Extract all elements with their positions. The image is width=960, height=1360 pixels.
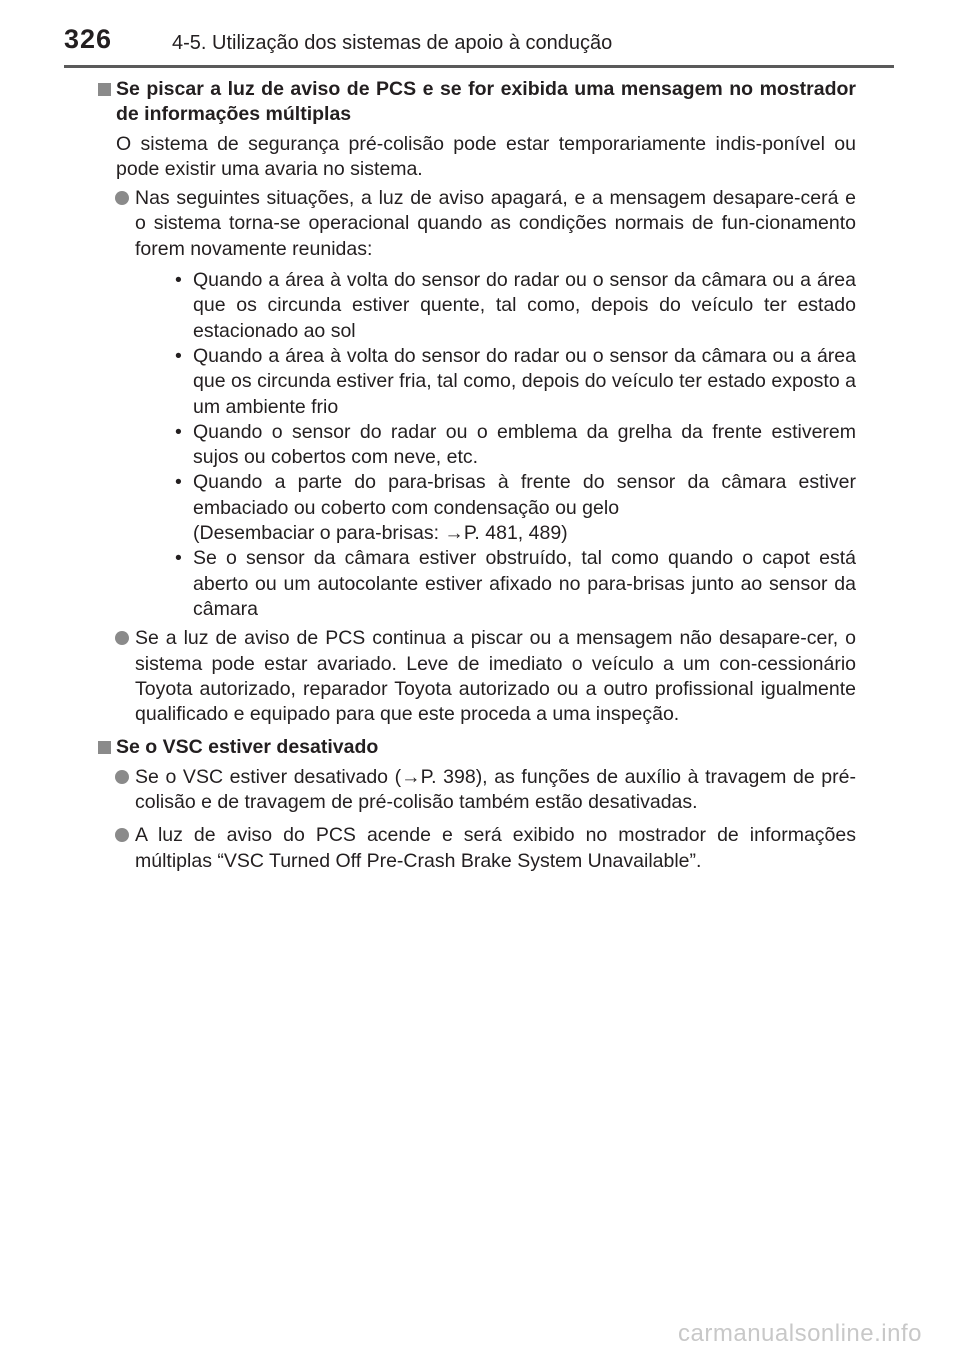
list-item xyxy=(98,186,856,622)
circle-bullet-icon xyxy=(115,191,129,205)
circle-bullet-icon xyxy=(115,631,129,645)
sub-list-item: • Quando a parte do para-brisas à frente do sensor da câmara estiver embaciado ou coberto com condensação ou gelo (Desembaciar o para-brisas: →P. 481, 489) xyxy=(135,470,856,546)
dot-bullet-icon: • xyxy=(175,547,182,570)
circle-bullet-icon xyxy=(115,770,129,784)
header-divider xyxy=(64,65,894,68)
list-item-text: Nas seguintes situações, a luz de aviso apagará, e a mensagem desapare-cerá e o sistema torna-se operacional quando as condições normais de fun-cionamento forem novamente reunidas: xyxy=(135,187,856,260)
section-heading xyxy=(98,77,856,128)
sub-list xyxy=(135,268,856,622)
circle-bullet-icon xyxy=(115,828,129,842)
list-item xyxy=(98,765,856,816)
list-item-text: Se o VSC estiver desativado (→P. 398), as funções de auxílio à travagem de pré-colisão e de travagem de pré-colisão também estão desativadas. xyxy=(135,765,856,814)
section-vsc-disabled xyxy=(98,735,856,873)
page-content xyxy=(98,77,856,880)
chapter-header: 4-5. Utilização dos sistemas de apoio à condução xyxy=(172,32,613,54)
dot-bullet-icon: • xyxy=(175,420,182,443)
list-item xyxy=(98,626,856,727)
page-reference: (Desembaciar o para-brisas: →P. 481, 489) xyxy=(193,522,568,545)
page-number: 326 xyxy=(64,24,113,54)
square-bullet-icon xyxy=(98,83,111,96)
sub-list-item: • Quando a área à volta do sensor do radar ou o sensor da câmara ou a área que os circunda estiver fria, tal como, depois do veículo ter estado exposto a um ambiente frio xyxy=(175,344,856,418)
sub-list-item: • Quando o sensor do radar ou o emblema da grelha da frente estiverem sujos ou cobertos com neve, etc. xyxy=(175,420,856,469)
sub-list-item: • Quando a área à volta do sensor do radar ou o sensor da câmara ou a área que os circunda estiver quente, tal como, depois do veículo ter estado estacionado ao sol xyxy=(175,269,856,342)
square-bullet-icon xyxy=(98,741,111,754)
list-item-text: Se a luz de aviso de PCS continua a piscar ou a mensagem não desapare-cer, o sistema pode estar avariado. Leve de imediato o veículo a um con-cessionário Toyota autorizado, reparador Toyota autorizado ou a outro profissional igualmente qualificado e equipado para que este proceda a uma inspeção. xyxy=(135,627,856,726)
section-intro: O sistema de segurança pré-colisão pode estar temporariamente indis-ponível ou pode existir uma avaria no sistema. xyxy=(116,132,856,180)
section-heading xyxy=(98,735,856,760)
list-item-text: A luz de aviso do PCS acende e será exibido no mostrador de informações múltiplas “VSC Turned Off Pre-Crash Brake System Unavailable”. xyxy=(135,824,856,872)
list-item xyxy=(98,823,856,874)
section-heading-text: Se piscar a luz de aviso de PCS e se for exibida uma mensagem no mostrador de informações múltiplas xyxy=(116,78,856,126)
sub-list-item: • Se o sensor da câmara estiver obstruído, tal como quando o capot está aberto ou um autocolante estiver afixado no para-brisas junto ao sensor da câmara xyxy=(175,547,856,620)
dot-bullet-icon: • xyxy=(175,269,182,292)
section-heading-text: Se o VSC estiver desativado xyxy=(116,736,379,759)
dot-bullet-icon: • xyxy=(175,344,182,367)
watermark: carmanualsonline.info xyxy=(678,1320,922,1347)
section-pcs-warning xyxy=(98,77,856,727)
dot-bullet-icon: • xyxy=(175,471,182,494)
